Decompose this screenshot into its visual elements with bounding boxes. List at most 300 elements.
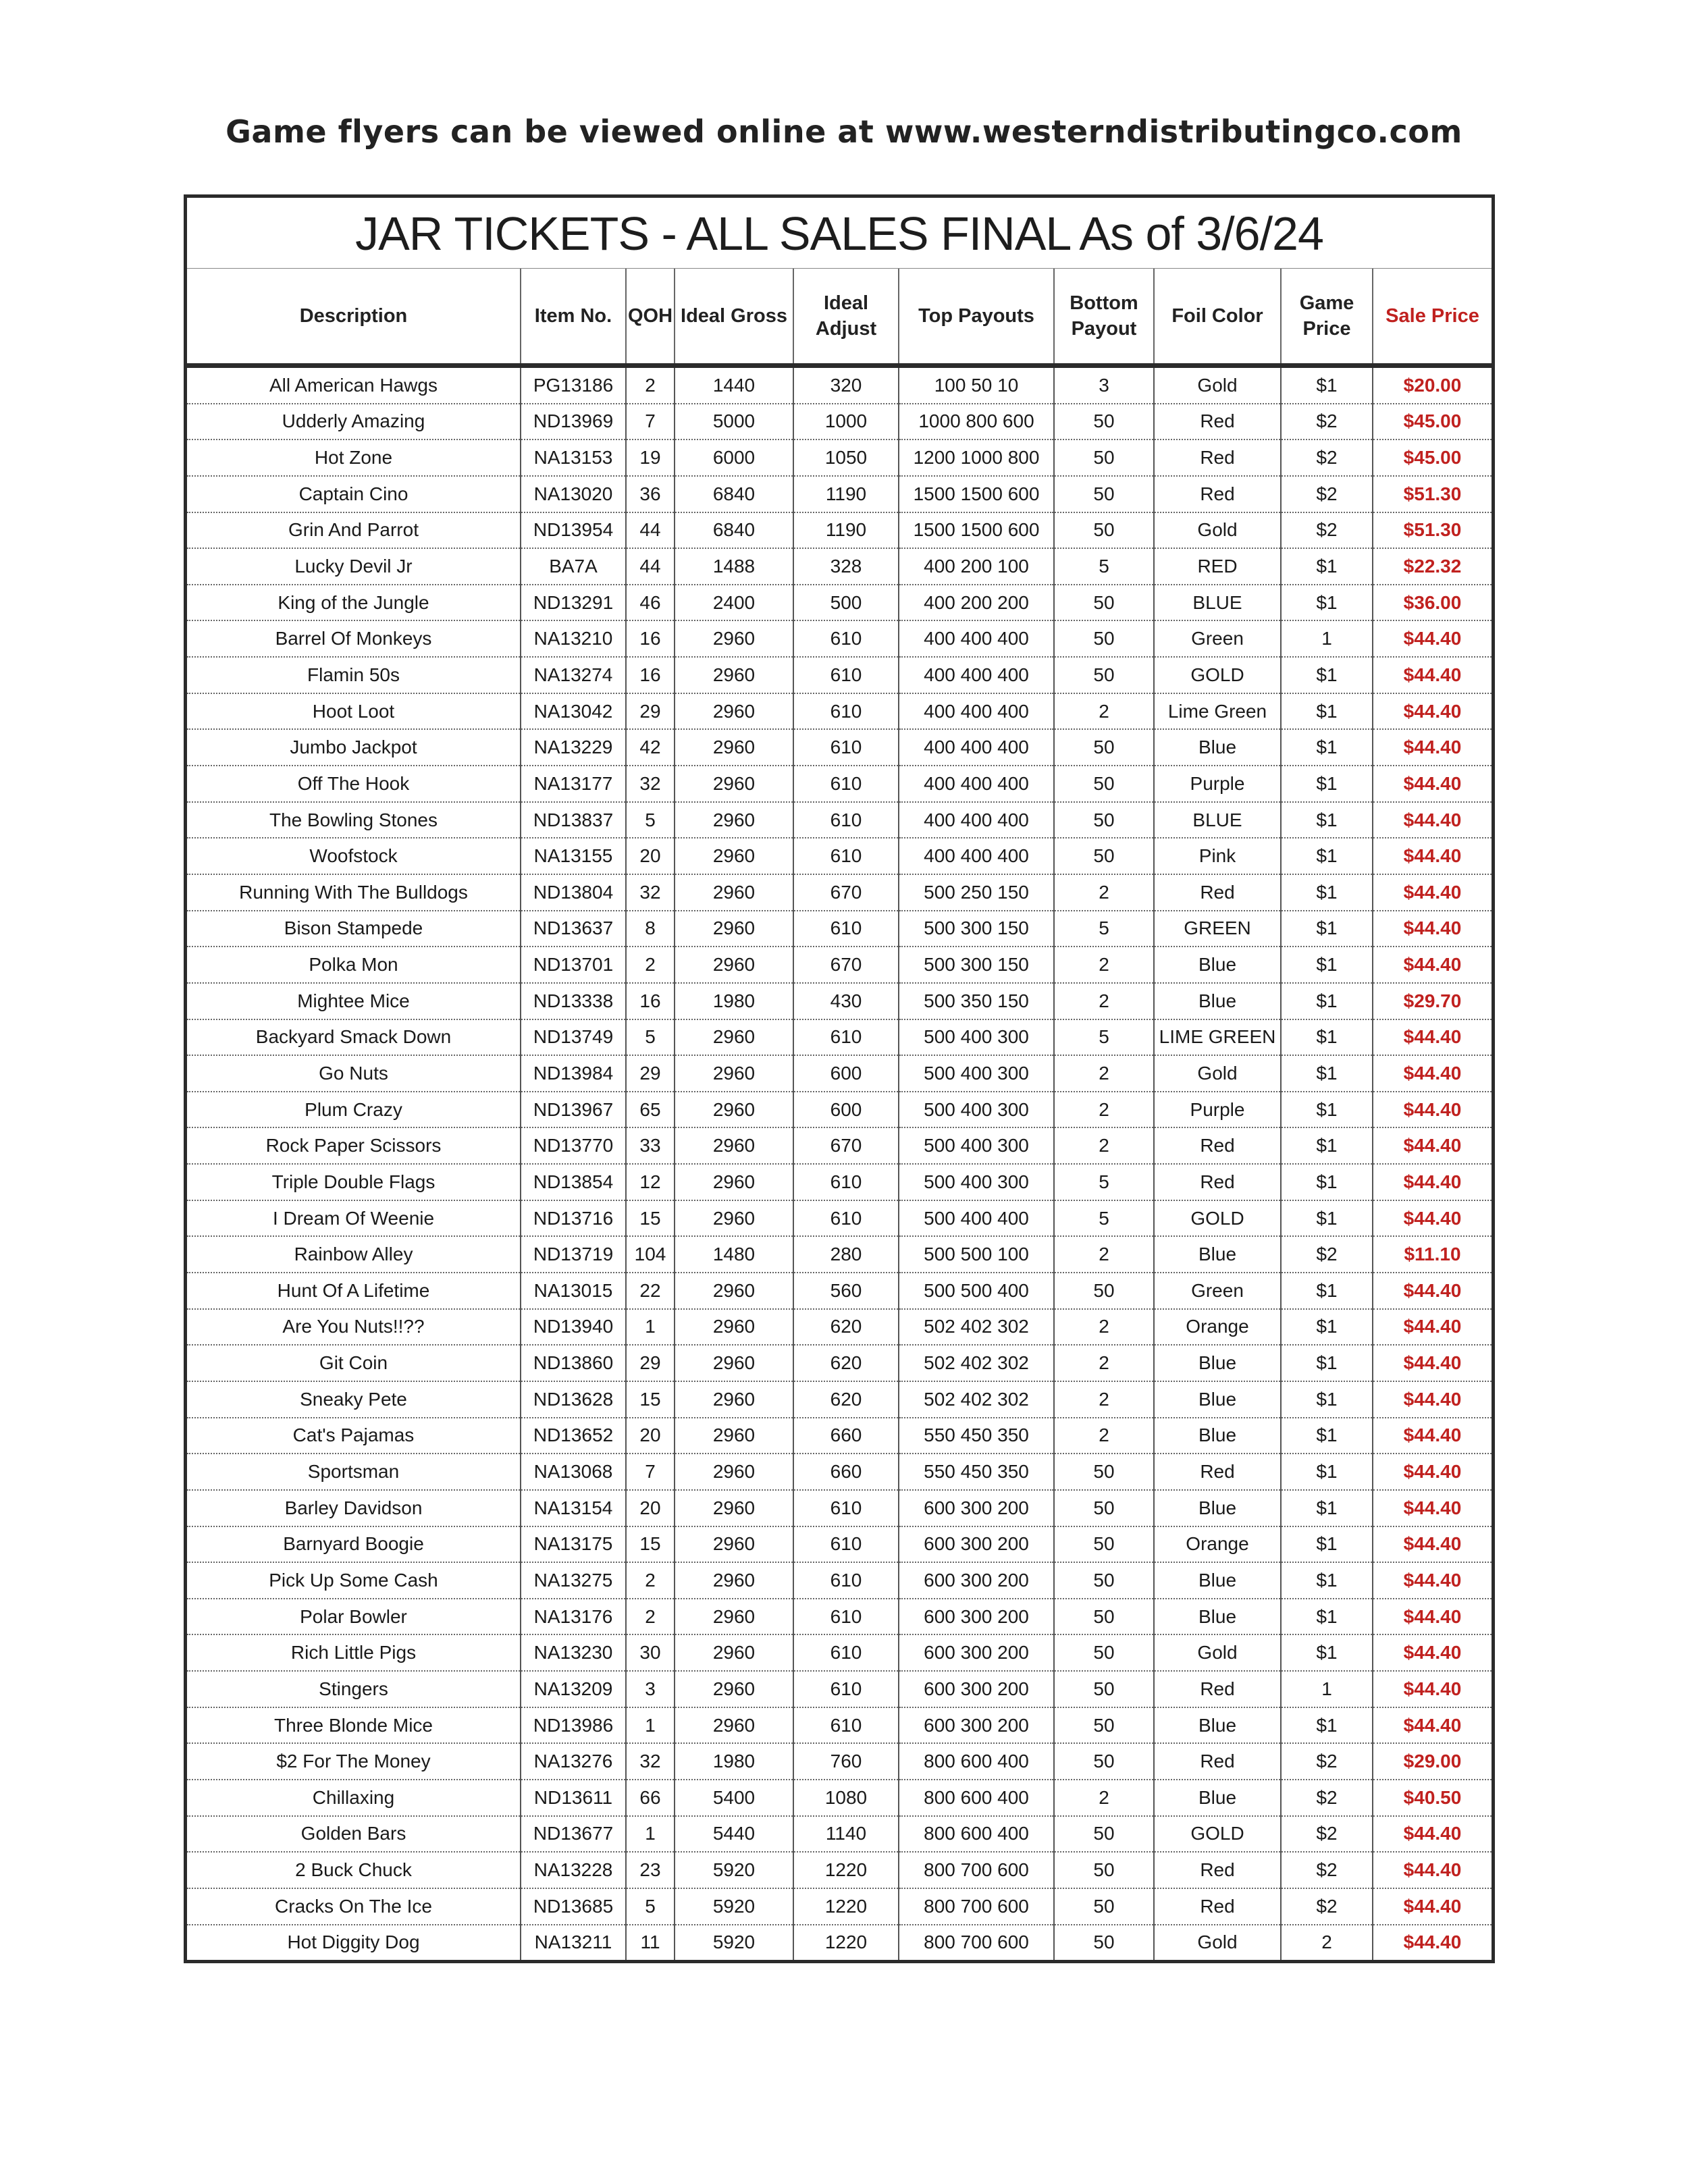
cell-bottom-payout: 50 <box>1054 1816 1154 1853</box>
cell-top-payouts: 502 402 302 <box>899 1381 1054 1418</box>
cell-game-price: $2 <box>1281 1236 1373 1273</box>
table-row <box>187 802 1492 838</box>
cell-game-price: $2 <box>1281 1888 1373 1925</box>
cell-description: Git Coin <box>187 1345 521 1381</box>
cell-top-payouts: 800 600 400 <box>899 1743 1054 1780</box>
table-row <box>187 693 1492 730</box>
cell-foil-color: GOLD <box>1154 1200 1281 1237</box>
cell-foil-color: Blue <box>1154 1345 1281 1381</box>
cell-sale-price: $11.10 <box>1373 1236 1492 1273</box>
cell-game-price: $2 <box>1281 404 1373 440</box>
cell-game-price: $1 <box>1281 1019 1373 1056</box>
cell-qoh: 16 <box>626 983 675 1019</box>
cell-description: Jumbo Jackpot <box>187 729 521 766</box>
cell-qoh: 2 <box>626 366 675 404</box>
cell-ideal-gross: 6840 <box>675 476 793 512</box>
table-row <box>187 729 1492 766</box>
cell-game-price: $1 <box>1281 1634 1373 1671</box>
cell-bottom-payout: 5 <box>1054 548 1154 585</box>
cell-description: Sneaky Pete <box>187 1381 521 1418</box>
cell-game-price: $1 <box>1281 366 1373 404</box>
cell-ideal-adjust: 1190 <box>793 512 899 549</box>
table-row <box>187 476 1492 512</box>
cell-ideal-adjust: 1050 <box>793 440 899 476</box>
cell-item-no: ND13291 <box>521 585 626 621</box>
cell-bottom-payout: 50 <box>1054 802 1154 838</box>
col-ideal-gross: Ideal Gross <box>675 269 793 366</box>
table-row <box>187 1562 1492 1599</box>
cell-bottom-payout: 2 <box>1054 947 1154 983</box>
table-row <box>187 1490 1492 1526</box>
cell-foil-color: GREEN <box>1154 911 1281 947</box>
cell-ideal-gross: 2960 <box>675 874 793 911</box>
cell-qoh: 20 <box>626 1418 675 1454</box>
cell-item-no: NA13154 <box>521 1490 626 1526</box>
cell-bottom-payout: 50 <box>1054 512 1154 549</box>
cell-sale-price: $44.40 <box>1373 1381 1492 1418</box>
cell-ideal-gross: 2960 <box>675 657 793 693</box>
cell-bottom-payout: 50 <box>1054 1562 1154 1599</box>
cell-ideal-gross: 2960 <box>675 1490 793 1526</box>
cell-foil-color: Blue <box>1154 1381 1281 1418</box>
cell-description: Mightee Mice <box>187 983 521 1019</box>
cell-foil-color: Purple <box>1154 766 1281 802</box>
cell-ideal-gross: 1440 <box>675 366 793 404</box>
cell-foil-color: Gold <box>1154 366 1281 404</box>
table-row <box>187 1888 1492 1925</box>
cell-top-payouts: 400 400 400 <box>899 657 1054 693</box>
cell-sale-price: $44.40 <box>1373 874 1492 911</box>
cell-foil-color: Red <box>1154 874 1281 911</box>
cell-bottom-payout: 50 <box>1054 1925 1154 1961</box>
table-row <box>187 1454 1492 1490</box>
cell-foil-color: Lime Green <box>1154 693 1281 730</box>
cell-bottom-payout: 50 <box>1054 476 1154 512</box>
cell-sale-price: $44.40 <box>1373 1055 1492 1092</box>
cell-ideal-gross: 2960 <box>675 1671 793 1707</box>
cell-game-price: $2 <box>1281 440 1373 476</box>
cell-qoh: 22 <box>626 1273 675 1309</box>
cell-ideal-adjust: 670 <box>793 1127 899 1164</box>
cell-game-price: $1 <box>1281 1526 1373 1563</box>
cell-ideal-adjust: 620 <box>793 1381 899 1418</box>
cell-game-price: $1 <box>1281 1490 1373 1526</box>
cell-qoh: 42 <box>626 729 675 766</box>
cell-top-payouts: 1200 1000 800 <box>899 440 1054 476</box>
table-row <box>187 1236 1492 1273</box>
cell-ideal-adjust: 760 <box>793 1743 899 1780</box>
cell-game-price: $2 <box>1281 476 1373 512</box>
cell-description: Barrel Of Monkeys <box>187 620 521 657</box>
cell-game-price: $1 <box>1281 1127 1373 1164</box>
cell-game-price: $1 <box>1281 729 1373 766</box>
cell-foil-color: Red <box>1154 404 1281 440</box>
cell-qoh: 1 <box>626 1707 675 1744</box>
cell-item-no: ND13685 <box>521 1888 626 1925</box>
table-row <box>187 1164 1492 1200</box>
cell-top-payouts: 500 400 300 <box>899 1092 1054 1128</box>
cell-top-payouts: 400 400 400 <box>899 802 1054 838</box>
cell-bottom-payout: 2 <box>1054 1780 1154 1816</box>
cell-ideal-gross: 5400 <box>675 1780 793 1816</box>
cell-top-payouts: 600 300 200 <box>899 1599 1054 1635</box>
cell-ideal-adjust: 1220 <box>793 1852 899 1888</box>
cell-bottom-payout: 2 <box>1054 1236 1154 1273</box>
cell-top-payouts: 800 700 600 <box>899 1925 1054 1961</box>
table-row <box>187 1671 1492 1707</box>
cell-game-price: $1 <box>1281 1092 1373 1128</box>
cell-ideal-gross: 2960 <box>675 1526 793 1563</box>
cell-description: Hot Diggity Dog <box>187 1925 521 1961</box>
cell-qoh: 11 <box>626 1925 675 1961</box>
cell-top-payouts: 400 200 100 <box>899 548 1054 585</box>
cell-bottom-payout: 2 <box>1054 1418 1154 1454</box>
cell-ideal-gross: 6840 <box>675 512 793 549</box>
cell-bottom-payout: 50 <box>1054 1634 1154 1671</box>
cell-qoh: 44 <box>626 512 675 549</box>
cell-game-price: 1 <box>1281 1671 1373 1707</box>
cell-description: Cracks On The Ice <box>187 1888 521 1925</box>
cell-sale-price: $44.40 <box>1373 1454 1492 1490</box>
table-row <box>187 874 1492 911</box>
cell-foil-color: Pink <box>1154 838 1281 874</box>
cell-top-payouts: 502 402 302 <box>899 1345 1054 1381</box>
cell-ideal-adjust: 1220 <box>793 1925 899 1961</box>
cell-sale-price: $44.40 <box>1373 657 1492 693</box>
cell-description: Sportsman <box>187 1454 521 1490</box>
table-row <box>187 440 1492 476</box>
cell-sale-price: $44.40 <box>1373 1127 1492 1164</box>
cell-ideal-gross: 5920 <box>675 1888 793 1925</box>
cell-foil-color: Orange <box>1154 1526 1281 1563</box>
cell-description: Off The Hook <box>187 766 521 802</box>
cell-qoh: 2 <box>626 947 675 983</box>
cell-qoh: 5 <box>626 1019 675 1056</box>
table-row <box>187 620 1492 657</box>
cell-ideal-gross: 5920 <box>675 1925 793 1961</box>
cell-sale-price: $29.70 <box>1373 983 1492 1019</box>
cell-ideal-adjust: 610 <box>793 1200 899 1237</box>
cell-foil-color: Gold <box>1154 1634 1281 1671</box>
cell-description: Running With The Bulldogs <box>187 874 521 911</box>
table-row <box>187 1381 1492 1418</box>
cell-sale-price: $44.40 <box>1373 729 1492 766</box>
cell-item-no: NA13155 <box>521 838 626 874</box>
cell-top-payouts: 500 400 300 <box>899 1019 1054 1056</box>
cell-ideal-gross: 2960 <box>675 1055 793 1092</box>
cell-qoh: 29 <box>626 693 675 730</box>
cell-sale-price: $44.40 <box>1373 693 1492 730</box>
cell-top-payouts: 400 400 400 <box>899 729 1054 766</box>
cell-game-price: $1 <box>1281 1454 1373 1490</box>
table-row <box>187 1743 1492 1780</box>
cell-ideal-gross: 2400 <box>675 585 793 621</box>
cell-description: Three Blonde Mice <box>187 1707 521 1744</box>
header-row <box>187 269 1492 366</box>
cell-ideal-adjust: 610 <box>793 693 899 730</box>
cell-ideal-adjust: 670 <box>793 947 899 983</box>
cell-item-no: ND13984 <box>521 1055 626 1092</box>
cell-ideal-adjust: 1000 <box>793 404 899 440</box>
cell-ideal-adjust: 600 <box>793 1092 899 1128</box>
col-game-price: Game Price <box>1281 269 1373 366</box>
cell-game-price: $1 <box>1281 1418 1373 1454</box>
cell-ideal-gross: 2960 <box>675 1019 793 1056</box>
cell-top-payouts: 100 50 10 <box>899 366 1054 404</box>
cell-description: Chillaxing <box>187 1780 521 1816</box>
cell-item-no: ND13860 <box>521 1345 626 1381</box>
cell-ideal-adjust: 1080 <box>793 1780 899 1816</box>
cell-game-price: 1 <box>1281 620 1373 657</box>
table-row <box>187 947 1492 983</box>
cell-item-no: ND13770 <box>521 1127 626 1164</box>
cell-ideal-gross: 2960 <box>675 1381 793 1418</box>
cell-item-no: NA13209 <box>521 1671 626 1707</box>
cell-qoh: 20 <box>626 838 675 874</box>
table-row <box>187 766 1492 802</box>
cell-sale-price: $44.40 <box>1373 1418 1492 1454</box>
cell-bottom-payout: 2 <box>1054 874 1154 911</box>
col-description: Description <box>187 269 521 366</box>
cell-qoh: 29 <box>626 1055 675 1092</box>
cell-item-no: NA13015 <box>521 1273 626 1309</box>
cell-item-no: ND13940 <box>521 1309 626 1346</box>
cell-description: Golden Bars <box>187 1816 521 1853</box>
cell-qoh: 32 <box>626 874 675 911</box>
cell-sale-price: $44.40 <box>1373 1599 1492 1635</box>
cell-bottom-payout: 50 <box>1054 1671 1154 1707</box>
cell-bottom-payout: 50 <box>1054 620 1154 657</box>
cell-sale-price: $44.40 <box>1373 1019 1492 1056</box>
cell-bottom-payout: 50 <box>1054 1743 1154 1780</box>
cell-bottom-payout: 5 <box>1054 1200 1154 1237</box>
cell-qoh: 29 <box>626 1345 675 1381</box>
cell-game-price: $1 <box>1281 911 1373 947</box>
cell-top-payouts: 500 400 400 <box>899 1200 1054 1237</box>
cell-foil-color: Gold <box>1154 1055 1281 1092</box>
cell-item-no: NA13230 <box>521 1634 626 1671</box>
cell-ideal-adjust: 320 <box>793 366 899 404</box>
cell-description: Woofstock <box>187 838 521 874</box>
cell-foil-color: Blue <box>1154 729 1281 766</box>
table-row <box>187 983 1492 1019</box>
cell-ideal-gross: 2960 <box>675 766 793 802</box>
cell-sale-price: $44.40 <box>1373 1852 1492 1888</box>
cell-game-price: $1 <box>1281 693 1373 730</box>
col-ideal-adjust: Ideal Adjust <box>793 269 899 366</box>
cell-foil-color: Blue <box>1154 1418 1281 1454</box>
cell-description: $2 For The Money <box>187 1743 521 1780</box>
cell-item-no: ND13652 <box>521 1418 626 1454</box>
cell-qoh: 15 <box>626 1381 675 1418</box>
cell-qoh: 20 <box>626 1490 675 1526</box>
cell-foil-color: GOLD <box>1154 657 1281 693</box>
cell-item-no: BA7A <box>521 548 626 585</box>
cell-sale-price: $44.40 <box>1373 1562 1492 1599</box>
cell-description: Rainbow Alley <box>187 1236 521 1273</box>
cell-qoh: 8 <box>626 911 675 947</box>
table-row <box>187 1599 1492 1635</box>
cell-item-no: ND13628 <box>521 1381 626 1418</box>
cell-qoh: 16 <box>626 620 675 657</box>
cell-qoh: 32 <box>626 766 675 802</box>
cell-description: Rich Little Pigs <box>187 1634 521 1671</box>
cell-item-no: PG13186 <box>521 366 626 404</box>
cell-game-price: $1 <box>1281 838 1373 874</box>
cell-ideal-adjust: 610 <box>793 729 899 766</box>
cell-game-price: $1 <box>1281 1164 1373 1200</box>
cell-item-no: ND13969 <box>521 404 626 440</box>
cell-foil-color: Red <box>1154 440 1281 476</box>
cell-sale-price: $44.40 <box>1373 1345 1492 1381</box>
table-row <box>187 911 1492 947</box>
cell-ideal-adjust: 610 <box>793 1671 899 1707</box>
cell-game-price: $2 <box>1281 1816 1373 1853</box>
cell-bottom-payout: 2 <box>1054 693 1154 730</box>
cell-item-no: ND13954 <box>521 512 626 549</box>
cell-bottom-payout: 2 <box>1054 1092 1154 1128</box>
cell-sale-price: $44.40 <box>1373 1273 1492 1309</box>
col-foil-color: Foil Color <box>1154 269 1281 366</box>
table-row <box>187 657 1492 693</box>
cell-item-no: NA13274 <box>521 657 626 693</box>
cell-qoh: 15 <box>626 1200 675 1237</box>
cell-game-price: $1 <box>1281 1599 1373 1635</box>
cell-foil-color: Blue <box>1154 983 1281 1019</box>
cell-description: Barley Davidson <box>187 1490 521 1526</box>
cell-top-payouts: 800 700 600 <box>899 1852 1054 1888</box>
jar-tickets-table <box>187 269 1492 1960</box>
table-row <box>187 1707 1492 1744</box>
cell-sale-price: $51.30 <box>1373 476 1492 512</box>
cell-game-price: $2 <box>1281 1852 1373 1888</box>
cell-sale-price: $44.40 <box>1373 1671 1492 1707</box>
cell-foil-color: Red <box>1154 1164 1281 1200</box>
cell-qoh: 15 <box>626 1526 675 1563</box>
cell-ideal-gross: 2960 <box>675 911 793 947</box>
cell-bottom-payout: 50 <box>1054 440 1154 476</box>
cell-description: Captain Cino <box>187 476 521 512</box>
cell-qoh: 33 <box>626 1127 675 1164</box>
table-row <box>187 1780 1492 1816</box>
cell-bottom-payout: 50 <box>1054 1454 1154 1490</box>
cell-bottom-payout: 5 <box>1054 1019 1154 1056</box>
table-row <box>187 1200 1492 1237</box>
cell-sale-price: $44.40 <box>1373 1200 1492 1237</box>
cell-qoh: 16 <box>626 657 675 693</box>
cell-qoh: 32 <box>626 1743 675 1780</box>
cell-bottom-payout: 50 <box>1054 766 1154 802</box>
cell-top-payouts: 500 400 300 <box>899 1164 1054 1200</box>
cell-description: Udderly Amazing <box>187 404 521 440</box>
cell-game-price: $1 <box>1281 1273 1373 1309</box>
cell-foil-color: Red <box>1154 1127 1281 1164</box>
cell-top-payouts: 1000 800 600 <box>899 404 1054 440</box>
cell-item-no: ND13986 <box>521 1707 626 1744</box>
cell-qoh: 2 <box>626 1599 675 1635</box>
cell-sale-price: $40.50 <box>1373 1780 1492 1816</box>
cell-item-no: NA13176 <box>521 1599 626 1635</box>
cell-sale-price: $22.32 <box>1373 548 1492 585</box>
cell-ideal-gross: 2960 <box>675 1164 793 1200</box>
cell-description: Barnyard Boogie <box>187 1526 521 1563</box>
table-row <box>187 1526 1492 1563</box>
cell-description: Polar Bowler <box>187 1599 521 1635</box>
cell-sale-price: $44.40 <box>1373 1526 1492 1563</box>
table-row <box>187 512 1492 549</box>
cell-game-price: $1 <box>1281 874 1373 911</box>
cell-top-payouts: 500 500 100 <box>899 1236 1054 1273</box>
table-row <box>187 838 1492 874</box>
cell-qoh: 2 <box>626 1562 675 1599</box>
cell-description: Stingers <box>187 1671 521 1707</box>
cell-foil-color: Blue <box>1154 1780 1281 1816</box>
cell-top-payouts: 500 400 300 <box>899 1127 1054 1164</box>
cell-description: Polka Mon <box>187 947 521 983</box>
table-row <box>187 1019 1492 1056</box>
price-sheet <box>184 194 1495 1963</box>
cell-ideal-adjust: 610 <box>793 1164 899 1200</box>
cell-sale-price: $36.00 <box>1373 585 1492 621</box>
cell-ideal-adjust: 660 <box>793 1454 899 1490</box>
cell-ideal-adjust: 610 <box>793 657 899 693</box>
cell-ideal-adjust: 610 <box>793 620 899 657</box>
cell-top-payouts: 600 300 200 <box>899 1671 1054 1707</box>
cell-ideal-gross: 1488 <box>675 548 793 585</box>
table-row <box>187 404 1492 440</box>
cell-bottom-payout: 2 <box>1054 1127 1154 1164</box>
cell-item-no: ND13637 <box>521 911 626 947</box>
cell-foil-color: Blue <box>1154 1236 1281 1273</box>
cell-top-payouts: 500 400 300 <box>899 1055 1054 1092</box>
cell-qoh: 23 <box>626 1852 675 1888</box>
cell-description: Go Nuts <box>187 1055 521 1092</box>
cell-top-payouts: 600 300 200 <box>899 1490 1054 1526</box>
cell-ideal-adjust: 1190 <box>793 476 899 512</box>
cell-ideal-gross: 2960 <box>675 1599 793 1635</box>
cell-sale-price: $44.40 <box>1373 1309 1492 1346</box>
cell-ideal-gross: 1480 <box>675 1236 793 1273</box>
cell-sale-price: $45.00 <box>1373 440 1492 476</box>
cell-bottom-payout: 50 <box>1054 1526 1154 1563</box>
cell-top-payouts: 500 300 150 <box>899 947 1054 983</box>
cell-ideal-gross: 2960 <box>675 1345 793 1381</box>
cell-bottom-payout: 2 <box>1054 1309 1154 1346</box>
cell-description: Are You Nuts!!?? <box>187 1309 521 1346</box>
cell-foil-color: Blue <box>1154 947 1281 983</box>
cell-qoh: 12 <box>626 1164 675 1200</box>
cell-description: Plum Crazy <box>187 1092 521 1128</box>
cell-foil-color: RED <box>1154 548 1281 585</box>
cell-bottom-payout: 50 <box>1054 1888 1154 1925</box>
cell-description: Backyard Smack Down <box>187 1019 521 1056</box>
cell-ideal-adjust: 620 <box>793 1345 899 1381</box>
col-bottom-payout: Bottom Payout <box>1054 269 1154 366</box>
cell-bottom-payout: 2 <box>1054 1055 1154 1092</box>
cell-description: Cat's Pajamas <box>187 1418 521 1454</box>
cell-ideal-adjust: 620 <box>793 1309 899 1346</box>
cell-top-payouts: 400 200 200 <box>899 585 1054 621</box>
cell-foil-color: BLUE <box>1154 585 1281 621</box>
cell-foil-color: GOLD <box>1154 1816 1281 1853</box>
cell-ideal-adjust: 660 <box>793 1418 899 1454</box>
cell-ideal-adjust: 560 <box>793 1273 899 1309</box>
cell-sale-price: $44.40 <box>1373 1634 1492 1671</box>
cell-ideal-adjust: 1140 <box>793 1816 899 1853</box>
cell-foil-color: Blue <box>1154 1490 1281 1526</box>
sheet-title: JAR TICKETS - ALL SALES FINAL As of 3/6/24 <box>187 198 1492 269</box>
cell-foil-color: Blue <box>1154 1562 1281 1599</box>
